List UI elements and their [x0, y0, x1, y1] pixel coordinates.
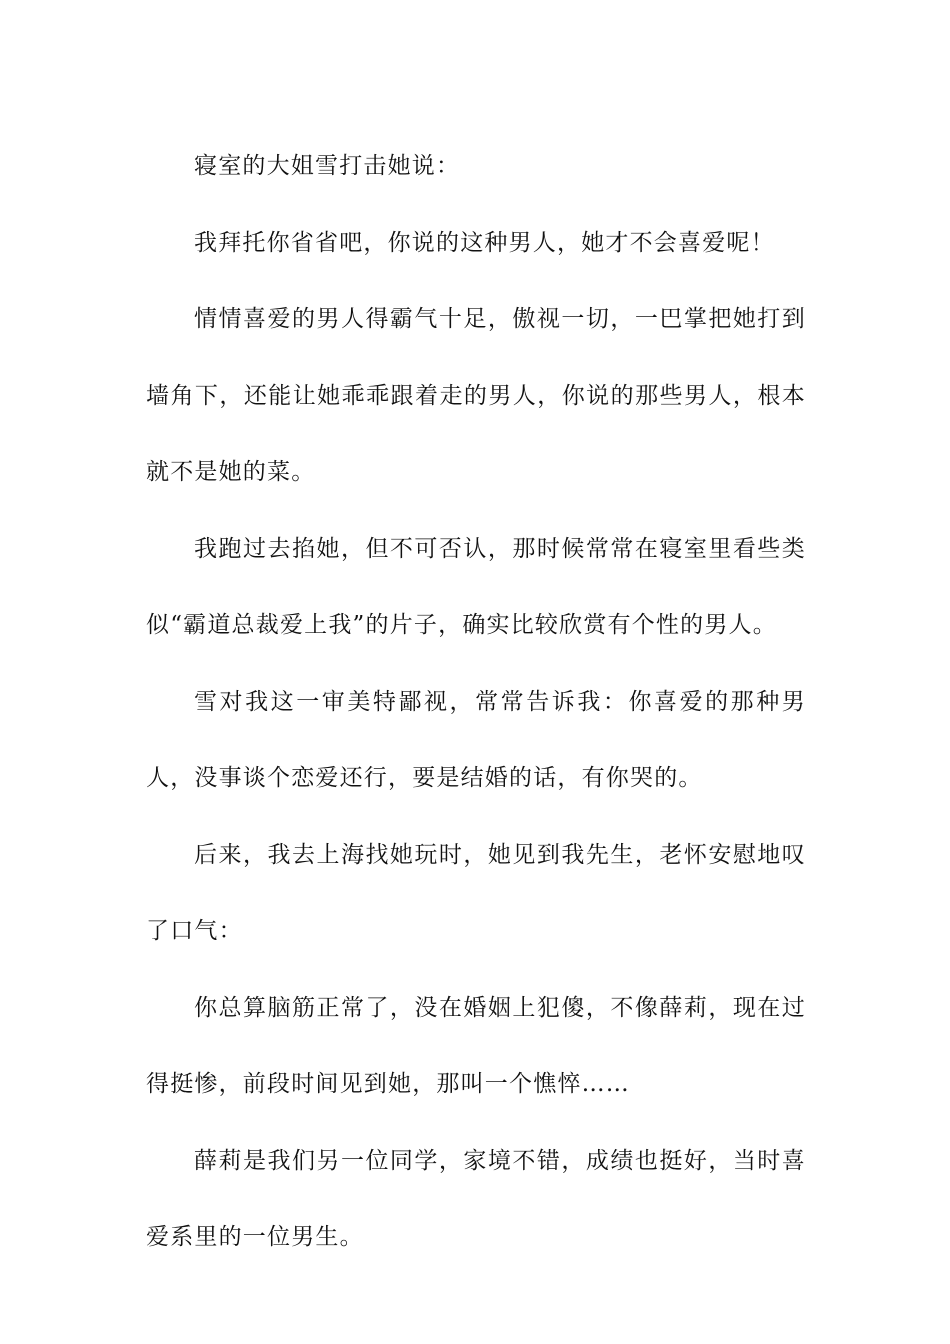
paragraph: 后来，我去上海找她玩时，她见到我先生，老怀安慰地叹了口气：: [146, 841, 806, 944]
paragraph: 你总算脑筋正常了，没在婚姻上犯傻，不像薛莉，现在过得挺惨，前段时间见到她，那叫一个憔悴……: [146, 994, 806, 1097]
paragraph: 雪对我这一审美特鄙视，常常告诉我：你喜爱的那种男人，没事谈个恋爱还行，要是结婚的话，有你哭的。: [146, 688, 806, 791]
paragraph: 我跑过去掐她，但不可否认，那时候常常在寝室里看些类似“霸道总裁爱上我”的片子，确实比较欣赏有个性的男人。: [146, 535, 806, 638]
document-body: [146, 128, 806, 1276]
paragraph: 寝室的大姐雪打击她说：: [194, 153, 461, 179]
paragraph: 情情喜爱的男人得霸气十足，傲视一切，一巴掌把她打到墙角下，还能让她乖乖跟着走的男人，你说的那些男人，根本就不是她的菜。: [146, 306, 806, 485]
paragraph: 薛莉是我们另一位同学，家境不错，成绩也挺好，当时喜爱系里的一位男生。: [146, 1147, 806, 1250]
paragraph: 我拜托你省省吧，你说的这种男人，她才不会喜爱呢！: [194, 229, 775, 256]
